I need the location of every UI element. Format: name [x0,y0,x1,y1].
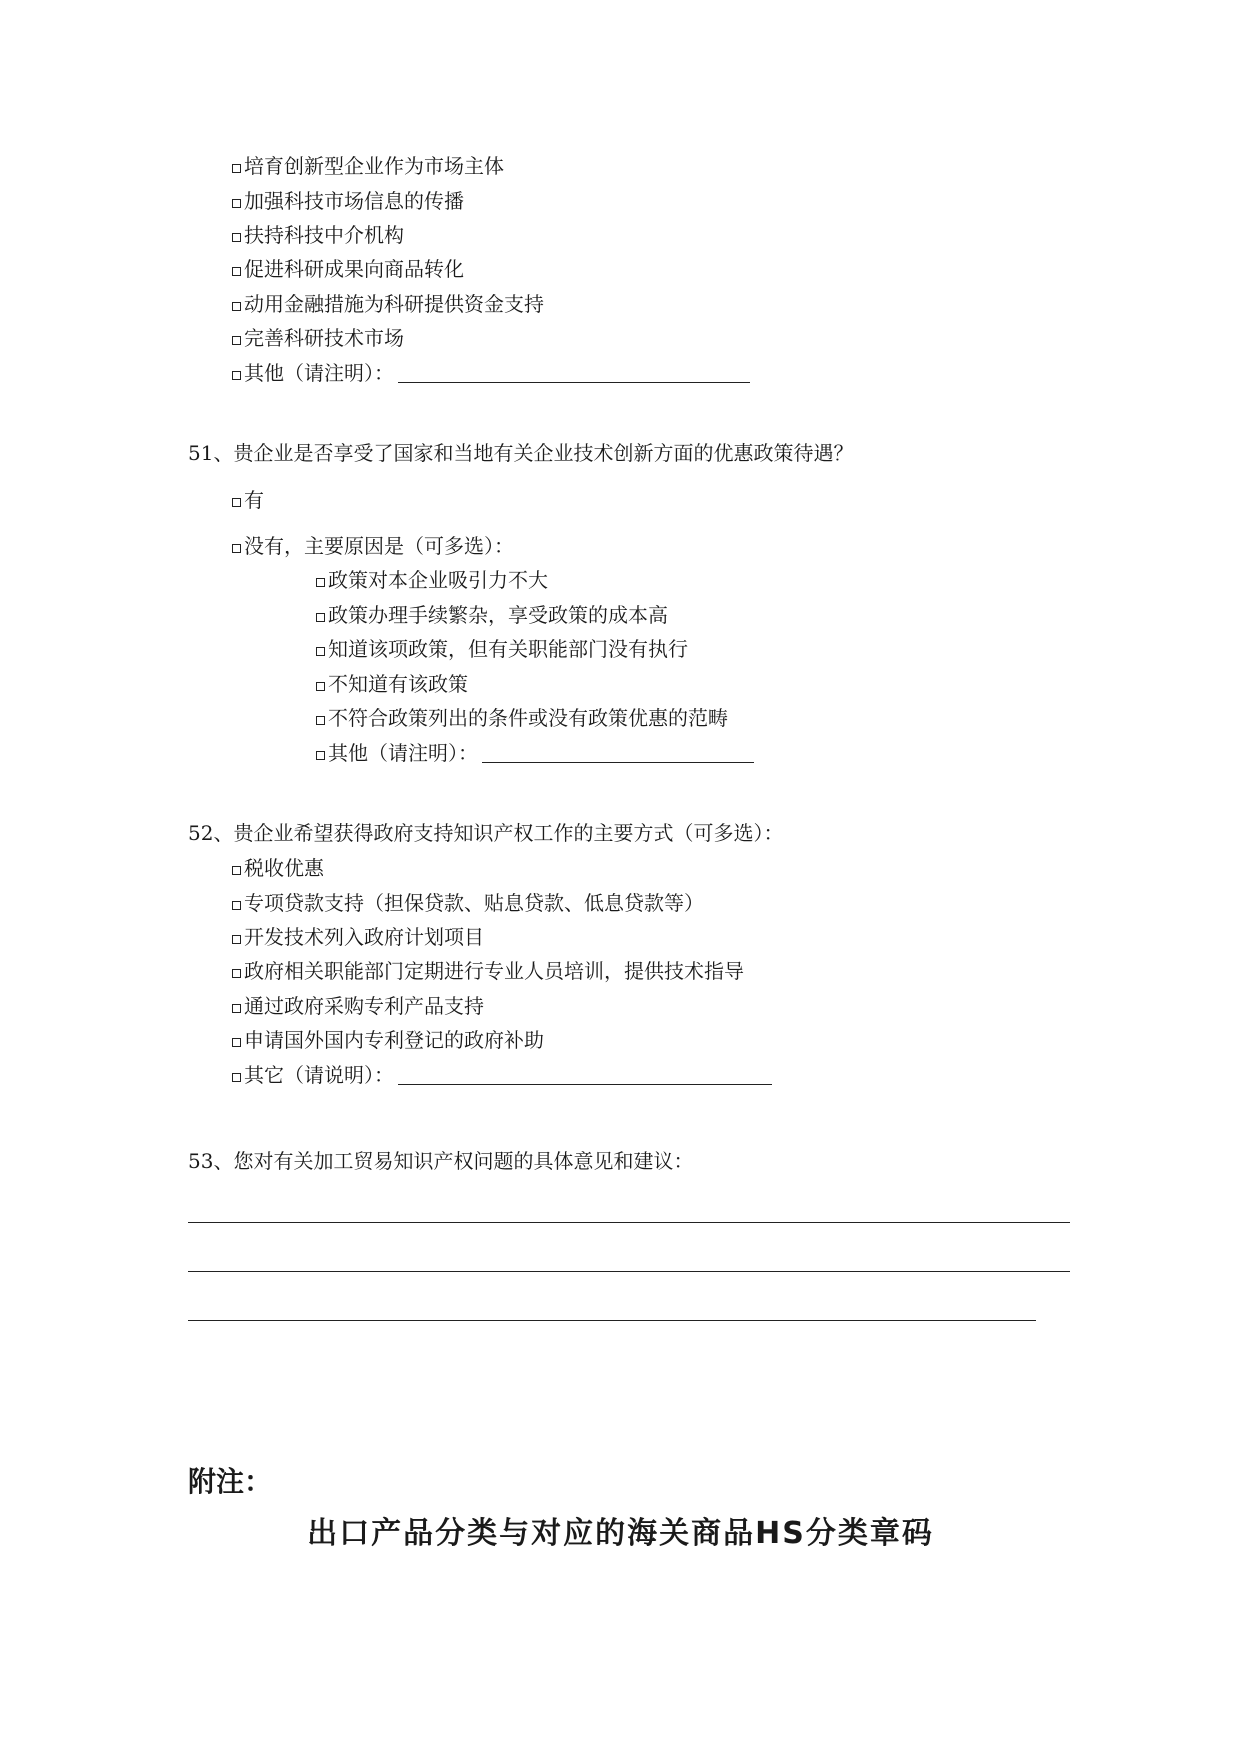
checkbox-icon[interactable] [232,302,241,311]
q51-reason-0[interactable] [316,567,548,593]
q50-option-2[interactable] [232,222,404,248]
option-label: 加强科技市场信息的传播 [244,189,464,213]
checkbox-icon[interactable] [316,578,325,587]
checkbox-icon[interactable] [232,371,241,380]
checkbox-icon[interactable] [232,901,241,910]
checkbox-icon[interactable] [232,1004,241,1013]
checkbox-icon[interactable] [232,935,241,944]
q51-option-no[interactable] [232,533,514,559]
option-label: 专项贷款支持（担保贷款、贴息贷款、低息贷款等） [244,891,704,915]
question-text: 51、贵企业是否享受了国家和当地有关企业技术创新方面的优惠政策待遇？ [188,441,854,465]
option-label: 政策办理手续繁杂，享受政策的成本高 [328,603,668,627]
checkbox-icon[interactable] [316,751,325,760]
option-label: 开发技术列入政府计划项目 [244,925,484,949]
option-label: 政策对本企业吸引力不大 [328,568,548,592]
q52-question [188,820,783,846]
checkbox-icon[interactable] [232,1038,241,1047]
option-label: 申请国外国内专利登记的政府补助 [244,1028,544,1052]
checkbox-icon[interactable] [232,498,241,507]
option-label: 有 [244,488,264,512]
option-label: 培育创新型企业作为市场主体 [244,154,504,178]
other-answer-blank[interactable] [398,364,750,383]
option-label: 没有，主要原因是（可多选）： [244,534,514,558]
q51-reason-3[interactable] [316,671,468,697]
option-label: 促进科研成果向商品转化 [244,257,464,281]
q52-option-2[interactable] [232,924,484,950]
checkbox-icon[interactable] [232,544,241,553]
q52-option-0[interactable] [232,855,324,881]
checkbox-icon[interactable] [232,233,241,242]
option-label: 通过政府采购专利产品支持 [244,994,484,1018]
q50-option-4[interactable] [232,291,544,317]
q50-option-other[interactable] [232,360,750,386]
option-label: 完善科研技术市场 [244,326,404,350]
q51-option-yes[interactable] [232,487,264,513]
answer-line-2[interactable] [188,1271,1070,1272]
annex-title: 出口产品分类与对应的海关商品HS分类章码 [307,1516,934,1551]
option-label: 政府相关职能部门定期进行专业人员培训，提供技术指导 [244,959,744,983]
answer-line-1[interactable] [188,1222,1070,1223]
option-label: 其他（请注明）： [328,741,478,765]
option-label: 扶持科技中介机构 [244,223,404,247]
option-label: 税收优惠 [244,856,324,880]
q50-option-0[interactable] [232,153,504,179]
checkbox-icon[interactable] [232,336,241,345]
q52-option-4[interactable] [232,993,484,1019]
checkbox-icon[interactable] [232,866,241,875]
option-label: 动用金融措施为科研提供资金支持 [244,292,544,316]
option-label: 不符合政策列出的条件或没有政策优惠的范畴 [328,706,728,730]
q51-reason-2[interactable] [316,636,688,662]
answer-line-3[interactable] [188,1320,1036,1321]
checkbox-icon[interactable] [316,613,325,622]
checkbox-icon[interactable] [232,267,241,276]
question-text: 52、贵企业希望获得政府支持知识产权工作的主要方式（可多选）： [188,821,784,845]
q52-option-other[interactable] [232,1062,772,1088]
question-text: 53、您对有关加工贸易知识产权问题的具体意见和建议： [188,1149,694,1173]
checkbox-icon[interactable] [316,716,325,725]
q52-option-1[interactable] [232,890,704,916]
other-answer-blank[interactable] [482,744,754,763]
checkbox-icon[interactable] [232,1073,241,1082]
q51-reason-1[interactable] [316,602,668,628]
q50-option-5[interactable] [232,325,404,351]
q51-reason-4[interactable] [316,705,728,731]
option-label: 其他（请注明）： [244,361,394,385]
checkbox-icon[interactable] [316,682,325,691]
q51-reason-other[interactable] [316,740,754,766]
other-answer-blank[interactable] [398,1066,772,1085]
checkbox-icon[interactable] [232,199,241,208]
q50-option-1[interactable] [232,188,464,214]
q52-option-3[interactable] [232,958,744,984]
annex-label: 附注： [188,1465,273,1498]
q50-option-3[interactable] [232,256,464,282]
q53-question [188,1148,693,1174]
checkbox-icon[interactable] [232,164,241,173]
q52-option-5[interactable] [232,1027,544,1053]
option-label: 其它（请说明）： [244,1063,394,1087]
checkbox-icon[interactable] [316,647,325,656]
checkbox-icon[interactable] [232,969,241,978]
option-label: 知道该项政策，但有关职能部门没有执行 [328,637,688,661]
option-label: 不知道有该政策 [328,672,468,696]
q51-question [188,440,853,466]
